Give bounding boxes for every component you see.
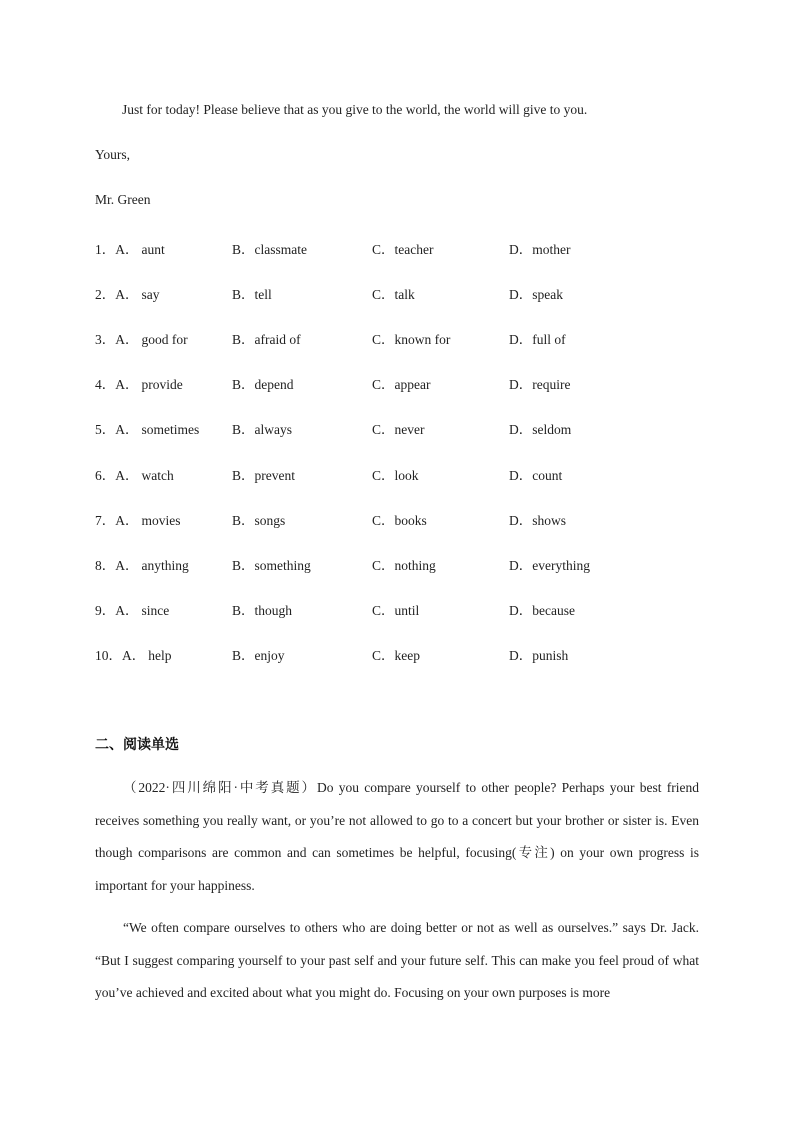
question-row bbox=[95, 328, 715, 346]
option-a[interactable] bbox=[95, 373, 183, 393]
option-a[interactable] bbox=[95, 599, 169, 619]
option-d[interactable]: D．because bbox=[509, 602, 575, 618]
option-d[interactable]: D．require bbox=[509, 377, 571, 393]
option-b[interactable]: B．enjoy bbox=[232, 647, 285, 663]
question-row bbox=[95, 464, 715, 482]
question-row bbox=[95, 599, 715, 617]
question-row bbox=[95, 509, 715, 527]
question-number: 2．A． bbox=[95, 287, 139, 303]
option-c[interactable]: C．books bbox=[372, 512, 427, 528]
question-number: 5．A． bbox=[95, 422, 139, 438]
question-row bbox=[95, 373, 715, 391]
question-row bbox=[95, 418, 715, 436]
question-number: 4．A． bbox=[95, 377, 139, 393]
option-a[interactable] bbox=[95, 464, 174, 484]
option-b[interactable]: B．though bbox=[232, 602, 293, 618]
option-d[interactable]: D．count bbox=[509, 467, 563, 483]
option-a-text: since bbox=[141, 602, 170, 618]
letter-signature: Mr. Green bbox=[95, 192, 151, 207]
option-a[interactable] bbox=[95, 238, 165, 258]
reading-paragraph-1: （2022·四川绵阳·中考真题）Do you compare yourself to other people? Perhaps your best friend receives something you really want, or you’re not allowed to go to a concert but your brother or sister is. Even though comparisons are common and can sometimes be helpful, focusing(专注) on your own progress is important for your happiness. bbox=[95, 780, 699, 893]
option-c[interactable]: C．teacher bbox=[372, 242, 434, 257]
option-b[interactable]: B．afraid of bbox=[232, 332, 301, 348]
option-d[interactable]: D．punish bbox=[509, 647, 569, 663]
option-d[interactable]: D．mother bbox=[509, 242, 571, 257]
question-row bbox=[95, 644, 715, 662]
option-a[interactable] bbox=[95, 418, 199, 438]
option-a-text: good for bbox=[141, 332, 188, 348]
option-a-text: watch bbox=[141, 467, 174, 483]
option-d[interactable]: D．everything bbox=[509, 557, 590, 573]
option-d[interactable]: D．shows bbox=[509, 512, 567, 528]
letter-signoff: Yours, bbox=[95, 147, 131, 162]
question-number: 1．A． bbox=[95, 242, 139, 257]
option-b[interactable]: B．depend bbox=[232, 377, 294, 393]
option-b[interactable]: B．something bbox=[232, 557, 311, 573]
question-number: 10．A． bbox=[95, 647, 146, 663]
option-a-text: provide bbox=[141, 377, 183, 393]
question-number: 6．A． bbox=[95, 467, 139, 483]
option-c[interactable]: C．look bbox=[372, 467, 419, 483]
question-row bbox=[95, 238, 715, 256]
option-c[interactable]: C．known for bbox=[372, 332, 451, 348]
option-a[interactable] bbox=[95, 644, 172, 664]
option-a-text: anything bbox=[141, 557, 189, 573]
option-d[interactable]: D．seldom bbox=[509, 422, 572, 438]
option-b[interactable]: B．tell bbox=[232, 287, 272, 303]
question-number: 3．A． bbox=[95, 332, 139, 348]
question-row bbox=[95, 554, 715, 572]
option-b[interactable]: B．always bbox=[232, 422, 292, 438]
option-a-text: sometimes bbox=[141, 422, 200, 438]
option-b[interactable]: B．songs bbox=[232, 512, 286, 528]
question-number: 8．A． bbox=[95, 557, 139, 573]
option-a-text: say bbox=[141, 287, 160, 303]
option-c[interactable]: C．keep bbox=[372, 647, 420, 663]
option-d[interactable]: D．full of bbox=[509, 332, 566, 348]
option-b[interactable]: B．classmate bbox=[232, 242, 307, 257]
option-c[interactable]: C．never bbox=[372, 422, 425, 438]
option-c[interactable]: C．until bbox=[372, 602, 420, 618]
option-a-text: aunt bbox=[141, 242, 165, 257]
option-a-text: movies bbox=[141, 512, 181, 528]
option-a[interactable] bbox=[95, 328, 188, 348]
option-d[interactable]: D．speak bbox=[509, 287, 563, 303]
section-title: 二、阅读单选 bbox=[95, 737, 179, 753]
question-number: 9．A． bbox=[95, 602, 139, 618]
option-a[interactable] bbox=[95, 554, 189, 574]
letter-closing-line: Just for today! Please believe that as you give to the world, the world will give to you. bbox=[122, 102, 588, 117]
option-c[interactable]: C．nothing bbox=[372, 557, 436, 573]
reading-paragraph-2: “We often compare ourselves to others who are doing better or not as well as ourselves.” says Dr. Jack. “But I suggest comparing yourself to your past self and your future self. This can make you feel proud of what you’ve achieved and excited about what you might do. Focusing on your own purposes is more bbox=[95, 920, 699, 1000]
option-a-text: help bbox=[148, 647, 172, 663]
option-b[interactable]: B．prevent bbox=[232, 467, 295, 483]
option-c[interactable]: C．appear bbox=[372, 377, 431, 393]
option-a[interactable] bbox=[95, 509, 181, 529]
question-row bbox=[95, 283, 715, 301]
option-a[interactable] bbox=[95, 283, 160, 303]
question-number: 7．A． bbox=[95, 512, 139, 528]
option-c[interactable]: C．talk bbox=[372, 287, 415, 303]
